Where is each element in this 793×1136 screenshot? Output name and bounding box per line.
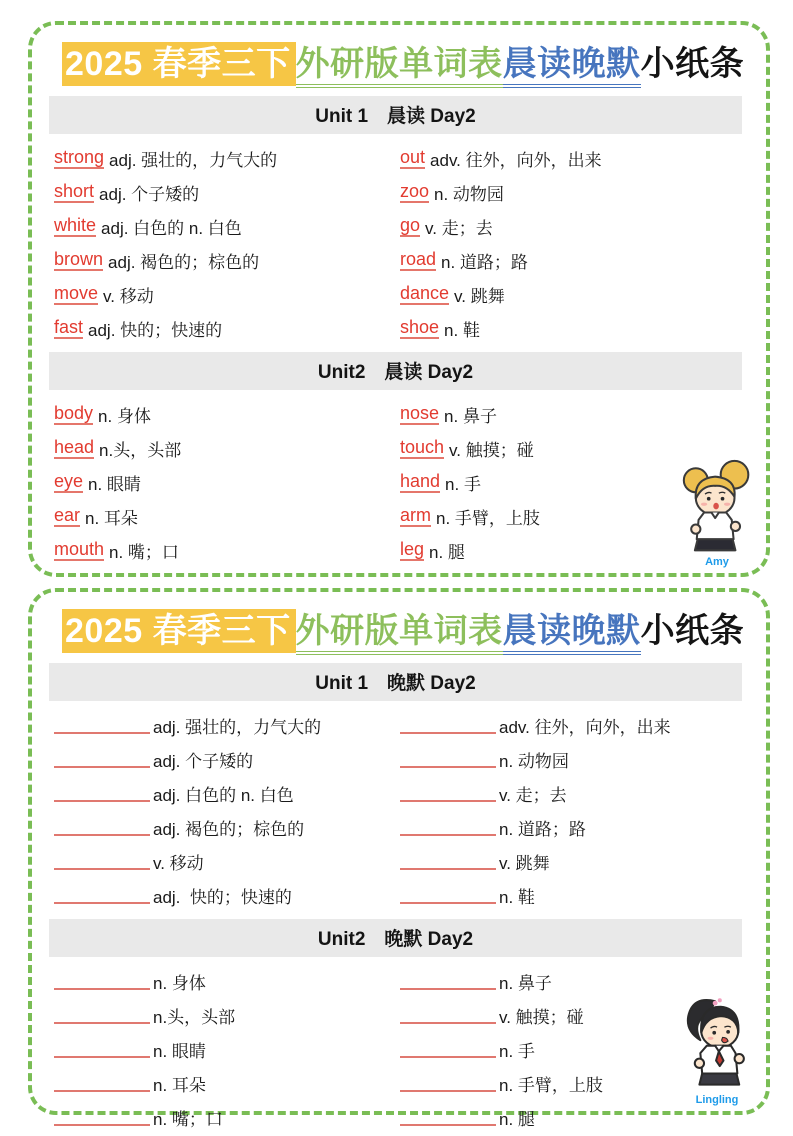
part-of-speech-and-definition: adj. 强壮的，力气大的 [153, 718, 322, 737]
english-word: hand [400, 471, 441, 492]
vocab-row [54, 244, 400, 278]
word-columns [49, 708, 746, 914]
english-word: road [400, 249, 437, 270]
answer-blank-line [54, 1007, 150, 1024]
answer-blank-line [400, 1007, 496, 1024]
vocab-row [400, 398, 746, 432]
character-name-label: Lingling [695, 1094, 739, 1106]
vocab-row [54, 534, 400, 568]
part-of-speech-and-definition: n. 身体 [98, 407, 151, 426]
english-word: move [54, 283, 99, 304]
character-amy [676, 460, 758, 568]
answer-blank-line [400, 751, 496, 768]
part-of-speech-and-definition: v. 走；去 [499, 786, 567, 805]
part-of-speech-and-definition: n. 手臂，上肢 [436, 509, 540, 528]
answer-blank-line [54, 887, 150, 904]
word-columns [49, 141, 746, 347]
english-word: go [400, 215, 421, 236]
fill-blank-row [400, 709, 746, 743]
section-header: Unit 1 晚默 Day2 [49, 663, 742, 701]
english-word: nose [400, 403, 440, 424]
fill-blank-row [54, 743, 400, 777]
vocab-row [54, 398, 400, 432]
answer-blank-line [54, 751, 150, 768]
part-of-speech-and-definition: adv. 往外，向外，出来 [499, 718, 671, 737]
answer-blank-line [400, 819, 496, 836]
part-of-speech-and-definition: v. 移动 [103, 287, 154, 306]
part-of-speech-and-definition: v. 触摸；碰 [449, 441, 534, 460]
part-of-speech-and-definition: adj. 个子矮的 [153, 752, 254, 771]
vocab-row [400, 312, 746, 346]
part-of-speech-and-definition: n. 身体 [153, 974, 206, 993]
answer-blank-line [54, 717, 150, 734]
part-of-speech-and-definition: n. 眼睛 [153, 1042, 206, 1061]
part-of-speech-and-definition: n. 腿 [429, 543, 465, 562]
answer-blank-line [54, 1109, 150, 1126]
fill-blank-row [400, 777, 746, 811]
english-word: arm [400, 505, 431, 526]
section-header: Unit 1 晨读 Day2 [49, 96, 742, 134]
vocab-row [54, 278, 400, 312]
part-of-speech-and-definition: adj. 个子矮的 [99, 185, 200, 204]
card-title [62, 43, 746, 86]
answer-blank-line [400, 717, 496, 734]
part-of-speech-and-definition: n. 鞋 [499, 888, 535, 907]
fill-blank-row [54, 709, 400, 743]
vocab-sections [49, 663, 746, 1136]
vocab-row [54, 466, 400, 500]
vocab-row [400, 244, 746, 278]
part-of-speech-and-definition: n. 动物园 [434, 185, 504, 204]
part-of-speech-and-definition: adj. 强壮的，力气大的 [109, 151, 278, 170]
fill-blank-row [54, 811, 400, 845]
word-column [400, 709, 746, 913]
part-of-speech-and-definition: adj. 褐色的；棕色的 [108, 253, 260, 272]
english-word: mouth [54, 539, 105, 560]
part-of-speech-and-definition: n. 动物园 [499, 752, 569, 771]
word-columns [49, 964, 746, 1136]
part-of-speech-and-definition: n. 鼻子 [444, 407, 497, 426]
part-of-speech-and-definition: n. 手 [445, 475, 481, 494]
vocab-row [54, 176, 400, 210]
part-of-speech-and-definition: adj. 褐色的；棕色的 [153, 820, 305, 839]
title-term-highlight: 2025 春季三下 [62, 42, 296, 86]
part-of-speech-and-definition: n. 耳朵 [153, 1076, 206, 1095]
vocab-row [54, 142, 400, 176]
fill-blank-row [54, 1033, 400, 1067]
amy-cartoon-girl-icon [678, 460, 756, 554]
fill-blank-row [400, 879, 746, 913]
part-of-speech-and-definition: v. 触摸；碰 [499, 1008, 584, 1027]
part-of-speech-and-definition: n. 耳朵 [85, 509, 138, 528]
english-word: body [54, 403, 94, 424]
part-of-speech-and-definition: adj. 快的；快速的 [153, 888, 292, 907]
answer-blank-line [400, 853, 496, 870]
part-of-speech-and-definition: adj. 快的；快速的 [88, 321, 223, 340]
word-column [54, 142, 400, 346]
fill-blank-row [400, 845, 746, 879]
word-column [54, 965, 400, 1135]
fill-blank-row [54, 879, 400, 913]
english-word: dance [400, 283, 450, 304]
answer-blank-line [400, 887, 496, 904]
evening-dictation-card [28, 588, 770, 1129]
vocab-row [400, 278, 746, 312]
word-column [54, 398, 400, 568]
character-lingling [676, 992, 758, 1106]
card-content [32, 25, 766, 573]
part-of-speech-and-definition: v. 跳舞 [499, 854, 550, 873]
answer-blank-line [54, 1075, 150, 1092]
fill-blank-row [54, 965, 400, 999]
english-word: touch [400, 437, 445, 458]
vocab-row [54, 210, 400, 244]
answer-blank-line [54, 973, 150, 990]
english-word: brown [54, 249, 104, 270]
part-of-speech-and-definition: n. 鼻子 [499, 974, 552, 993]
part-of-speech-and-definition: v. 移动 [153, 854, 204, 873]
part-of-speech-and-definition: n. 嘴；口 [109, 543, 179, 562]
english-word: shoe [400, 317, 440, 338]
part-of-speech-and-definition: n. 手 [499, 1042, 535, 1061]
fill-blank-row [54, 845, 400, 879]
fill-blank-row [54, 1067, 400, 1101]
part-of-speech-and-definition: n. 腿 [499, 1110, 535, 1129]
english-word: leg [400, 539, 425, 560]
part-of-speech-and-definition: n. 嘴；口 [153, 1110, 223, 1129]
answer-blank-line [400, 1109, 496, 1126]
card-content [32, 592, 766, 1129]
answer-blank-line [54, 1041, 150, 1058]
part-of-speech-and-definition: n.头，头部 [99, 441, 182, 460]
fill-blank-row [400, 811, 746, 845]
part-of-speech-and-definition: n. 道路；路 [499, 820, 586, 839]
part-of-speech-and-definition: n.头，头部 [153, 1008, 236, 1027]
title-suffix: 小纸条 [640, 45, 745, 83]
word-column [400, 142, 746, 346]
part-of-speech-and-definition: n. 眼睛 [88, 475, 141, 494]
fill-blank-row [54, 999, 400, 1033]
vocab-row [54, 432, 400, 466]
vocab-sections [49, 96, 746, 569]
answer-blank-line [400, 1041, 496, 1058]
character-name-label: Amy [705, 556, 729, 568]
title-activity: 晨读晚默 [503, 612, 641, 655]
part-of-speech-and-definition: v. 跳舞 [454, 287, 505, 306]
english-word: zoo [400, 181, 430, 202]
answer-blank-line [400, 973, 496, 990]
fill-blank-row [54, 1101, 400, 1135]
english-word: fast [54, 317, 84, 338]
english-word: eye [54, 471, 84, 492]
section-header: Unit2 晨读 Day2 [49, 352, 742, 390]
word-column [54, 709, 400, 913]
title-book-series: 外研版单词表 [296, 612, 503, 655]
vocab-row [400, 176, 746, 210]
english-word: ear [54, 505, 81, 526]
part-of-speech-and-definition: n. 手臂，上肢 [499, 1076, 603, 1095]
english-word: short [54, 181, 95, 202]
morning-reading-card [28, 21, 770, 577]
english-word: strong [54, 147, 105, 168]
fill-blank-row [400, 743, 746, 777]
title-activity: 晨读晚默 [503, 45, 641, 88]
title-term-highlight: 2025 春季三下 [62, 609, 296, 653]
section-header: Unit2 晚默 Day2 [49, 919, 742, 957]
english-word: head [54, 437, 95, 458]
answer-blank-line [54, 785, 150, 802]
lingling-cartoon-girl-icon [676, 992, 758, 1092]
answer-blank-line [400, 785, 496, 802]
part-of-speech-and-definition: adj. 白色的 n. 白色 [101, 219, 242, 238]
word-columns [49, 397, 746, 569]
answer-blank-line [54, 819, 150, 836]
part-of-speech-and-definition: adv. 往外，向外，出来 [430, 151, 602, 170]
vocab-row [54, 500, 400, 534]
part-of-speech-and-definition: n. 鞋 [444, 321, 480, 340]
card-title [62, 610, 746, 653]
part-of-speech-and-definition: n. 道路；路 [441, 253, 528, 272]
part-of-speech-and-definition: adj. 白色的 n. 白色 [153, 786, 294, 805]
part-of-speech-and-definition: v. 走；去 [425, 219, 493, 238]
title-suffix: 小纸条 [640, 612, 745, 650]
fill-blank-row [54, 777, 400, 811]
answer-blank-line [54, 853, 150, 870]
vocab-row [54, 312, 400, 346]
vocab-row [400, 142, 746, 176]
english-word: white [54, 215, 97, 236]
vocab-row [400, 210, 746, 244]
answer-blank-line [400, 1075, 496, 1092]
english-word: out [400, 147, 426, 168]
title-book-series: 外研版单词表 [296, 45, 503, 88]
